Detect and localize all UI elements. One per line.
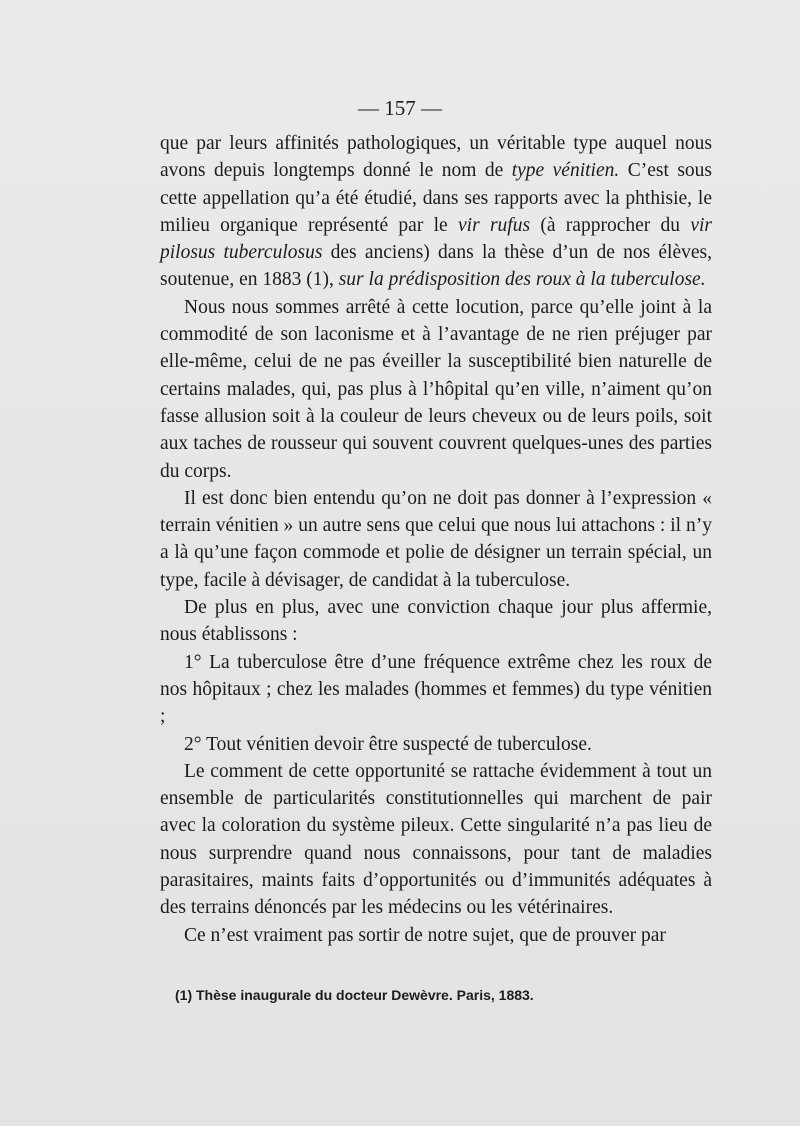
- paragraph-5: 1° La tuberculose être d’une fréquence extrême chez les roux de nos hôpitaux ; chez les malades (hommes et femmes) du type vénitien ;: [160, 651, 712, 728]
- paragraph-7: Le comment de cette opportunité se rattache évidemment à tout un ensemble de particularités constitutionnelles qui marchent de pair avec la coloration du système pileux. Cette singularité n’a pas lieu de nous surprendre quand nous connaissons, pour tant de maladies parasitaires, maints faits d’opportunités ou d’immunités adéquates à des terrains dénoncés par les médecins ou les vétérinaires.: [160, 760, 712, 919]
- p1-text-a: que par leurs affinités pathologiques, un véritable type auquel nous avons depuis longtemps donné le nom de: [160, 133, 712, 182]
- paragraph-2: Nous nous sommes arrêté à cette locution, parce qu’elle joint à la commodité de son laconisme et à l’avantage de ne rien préjuger par elle-même, celui de ne pas éveiller la susceptibilité bien naturelle de certains malades, qui, pas plus à l’hôpital qu’en ville, n’aiment qu’on fasse allusion soit à la couleur de leurs cheveux ou de leurs poils, soit aux taches de rousseur qui souvent couvrent quelques-unes des parties du corps.: [160, 296, 712, 482]
- p1-text-c: C’est sous cette appellation qu’a été étudié, dans ses rapports avec la phthisie, le milieu organique représenté par le: [160, 160, 713, 236]
- p1-italic-vir-pilosus: vir pilosus tuberculosus: [160, 214, 712, 264]
- page-number: — 157 —: [358, 96, 442, 120]
- paragraph-1: [160, 130, 712, 294]
- p1-italic-vir-rufus: vir rufus: [458, 214, 531, 236]
- paragraph-8: Ce n’est vraiment pas sortir de notre sujet, que de prouver par: [184, 924, 666, 946]
- footnote: (1) Thèse inaugurale du docteur Dewèvre. Paris, 1883.: [175, 987, 534, 1003]
- paragraph-4: De plus en plus, avec une conviction chaque jour plus affermie, nous établissons :: [160, 597, 712, 646]
- p1-text-g: des anciens) dans la thèse d’un de nos élèves, soutenue, en 1883 (1),: [160, 242, 712, 291]
- p1-italic-thesis-title: sur la prédisposition des roux à la tuberculose.: [338, 269, 706, 291]
- paragraph-3: Il est donc bien entendu qu’on ne doit pas donner à l’expression « terrain vénitien » un autre sens que celui que nous lui attachons : il n’y a là qu’une façon commode et polie de désigner un terrain spécial, un type, facile à dévisager, de candidat à la tuberculose.: [160, 487, 712, 591]
- p1-italic-type-venitien: type vénitien.: [511, 160, 620, 182]
- body-text: [160, 130, 712, 949]
- p1-text-e: (à rapprocher du: [530, 214, 691, 236]
- paragraph-6: 2° Tout vénitien devoir être suspecté de tuberculose.: [184, 733, 592, 755]
